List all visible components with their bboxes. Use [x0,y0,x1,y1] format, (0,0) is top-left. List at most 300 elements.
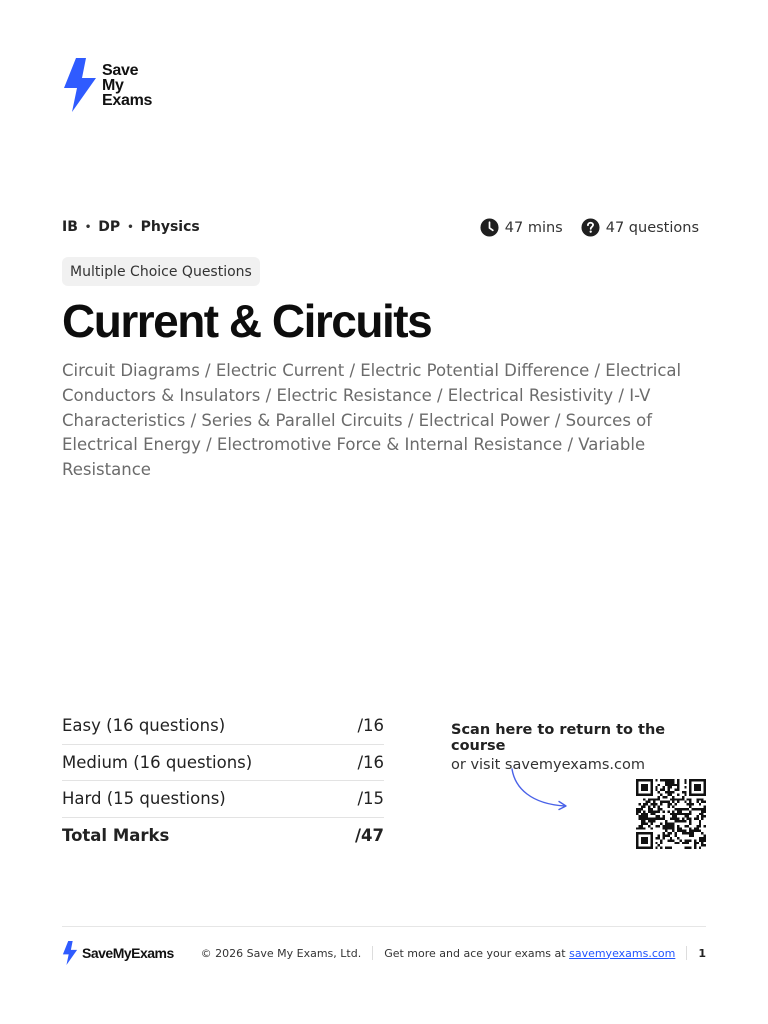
question-circle-icon [581,218,600,237]
qr-module [684,825,686,827]
qr-module [648,818,650,820]
qr-module [658,784,660,786]
questions-info [581,218,699,237]
qr-module [677,813,679,815]
qr-module [658,825,660,827]
lightning-bolt-icon [62,58,98,112]
qr-module [689,806,691,808]
qr-module [636,808,638,810]
qr-module [667,810,669,812]
question-type-chip: Multiple Choice Questions [62,257,260,286]
qr-module [636,789,638,791]
qr-module [675,820,677,822]
qr-module [643,847,645,849]
qr-module [655,825,657,827]
breadcrumb-item-subject: Physics [140,219,200,235]
qr-module [667,779,669,781]
qr-module [704,825,706,827]
qr-module [675,818,677,820]
qr-module [646,779,648,781]
qr-module [689,801,691,803]
qr-module [682,808,684,810]
qr-module [648,820,650,822]
qr-module [699,839,701,841]
scan-title: Scan here to return to the course [451,722,666,754]
footer-brand-logo[interactable] [62,941,174,965]
page-number: 1 [698,946,706,960]
qr-module [665,830,667,832]
qr-module [689,822,691,824]
qr-module [650,839,652,841]
qr-module [677,810,679,812]
qr-module [670,825,672,827]
qr-module [665,784,667,786]
marks-row-total [62,818,384,855]
qr-module [665,835,667,837]
qr-module [663,825,665,827]
qr-module [641,813,643,815]
qr-module [638,815,640,817]
qr-module [648,793,650,795]
qr-module [689,839,691,841]
page-title: Current & Circuits [62,295,432,347]
qr-module [672,784,674,786]
qr-module [704,789,706,791]
qr-module [646,818,648,820]
brand-line-1: Save [102,61,139,79]
qr-module [672,830,674,832]
qr-module [704,793,706,795]
qr-module [684,801,686,803]
qr-module [660,839,662,841]
qr-module [650,781,652,783]
total-marks-label: Total Marks [62,826,170,846]
qr-module [641,832,643,834]
qr-module [694,847,696,849]
qr-module [704,779,706,781]
qr-module [658,808,660,810]
qr-module [704,781,706,783]
qr-module [641,820,643,822]
qr-module [643,822,645,824]
qr-module [650,827,652,829]
qr-module [636,784,638,786]
qr-module [646,784,648,786]
qr-module [689,798,691,800]
qr-module [643,786,645,788]
qr-module [653,820,655,822]
qr-code[interactable] [634,779,708,849]
brand-logo[interactable] [62,58,152,112]
qr-module [636,844,638,846]
qr-module [658,791,660,793]
qr-module [641,822,643,824]
qr-module [672,818,674,820]
qr-module [701,815,703,817]
qr-module [687,798,689,800]
qr-module [636,835,638,837]
qr-module [665,791,667,793]
qr-module [658,815,660,817]
qr-module [694,784,696,786]
qr-module [684,791,686,793]
qr-module [660,803,662,805]
qr-module [663,837,665,839]
qr-module [670,793,672,795]
qr-module [650,789,652,791]
qr-module [682,796,684,798]
qr-module [679,813,681,815]
qr-module [692,803,694,805]
qr-module [677,825,679,827]
qr-module [682,798,684,800]
qr-module [672,779,674,781]
qr-module [682,818,684,820]
paper-meta [462,218,699,237]
qr-module [648,806,650,808]
qr-module [650,847,652,849]
qr-module [636,832,638,834]
qr-module [643,803,645,805]
qr-module [677,837,679,839]
qr-module [677,784,679,786]
qr-module [694,793,696,795]
qr-module [704,815,706,817]
qr-module [636,810,638,812]
qr-module [650,803,652,805]
qr-module [701,808,703,810]
qr-module [641,789,643,791]
marks-row-easy [62,708,384,745]
breadcrumb [62,219,200,235]
qr-module [684,847,686,849]
qr-module [699,813,701,815]
qr-module [687,825,689,827]
qr-module [696,842,698,844]
qr-module [650,798,652,800]
qr-module [682,832,684,834]
qr-module [704,786,706,788]
qr-module [692,830,694,832]
qr-module [667,781,669,783]
marks-row-label: Hard (15 questions) [62,789,226,809]
qr-module [670,813,672,815]
qr-module [670,803,672,805]
qr-module [689,830,691,832]
qr-module [692,835,694,837]
qr-module [650,786,652,788]
qr-module [641,837,643,839]
qr-module [646,801,648,803]
qr-module [643,784,645,786]
qr-module [694,844,696,846]
marks-row-value: /15 [357,789,384,809]
qr-module [641,815,643,817]
qr-module [687,842,689,844]
qr-module [696,825,698,827]
qr-module [663,835,665,837]
qr-module [704,801,706,803]
qr-module [696,798,698,800]
qr-module [643,839,645,841]
qr-module [643,837,645,839]
qr-module [694,839,696,841]
qr-module [689,813,691,815]
qr-module [699,825,701,827]
qr-module [655,798,657,800]
qr-module [643,798,645,800]
qr-module [667,827,669,829]
qr-module [696,830,698,832]
qr-module [684,830,686,832]
qr-module [689,820,691,822]
qr-module [679,830,681,832]
qr-module [696,793,698,795]
qr-module [689,791,691,793]
qr-module [663,786,665,788]
qr-module [638,818,640,820]
qr-module [653,813,655,815]
breadcrumb-item-level: DP [98,219,121,235]
qr-module [689,847,691,849]
qr-module [679,810,681,812]
qr-module [643,832,645,834]
qr-module [699,830,701,832]
breadcrumb-separator: • [127,221,134,233]
qr-module [670,784,672,786]
qr-module [684,793,686,795]
qr-module [692,793,694,795]
qr-module [699,798,701,800]
qr-module [636,839,638,841]
qr-module [663,796,665,798]
qr-module [665,801,667,803]
qr-module [672,796,674,798]
qr-module [704,835,706,837]
qr-module [677,808,679,810]
brand-line-3: Exams [102,91,153,109]
topics-list: Circuit Diagrams / Electric Current / Electric Potential Difference / Electrical Conductors & Insulators / Electric Resistance / Electrical Resistivity / I-V Characteristics / Series & Parallel Circuits / Electrical Power / Sources of Electrical Energy / Electromotive Force & Internal Resistance / Variable Resistance [62,361,682,480]
qr-module [646,789,648,791]
qr-module [648,825,650,827]
qr-module [646,803,648,805]
qr-module [650,842,652,844]
qr-module [646,786,648,788]
qr-module [694,779,696,781]
qr-module [638,793,640,795]
scan-section [451,722,711,773]
qr-module [643,827,645,829]
qr-module [650,818,652,820]
qr-module [672,798,674,800]
qr-module [643,813,645,815]
qr-module [675,842,677,844]
qr-module [667,835,669,837]
qr-module [675,798,677,800]
qr-module [704,839,706,841]
time-info [480,218,563,237]
qr-module [646,815,648,817]
qr-module [699,803,701,805]
qr-module [641,793,643,795]
qr-module [679,820,681,822]
qr-module [648,832,650,834]
qr-module [650,779,652,781]
qr-module [696,815,698,817]
qr-module [679,798,681,800]
qr-module [641,784,643,786]
qr-module [636,779,638,781]
total-marks-value: /47 [355,826,384,846]
qr-module [672,822,674,824]
qr-module [684,832,686,834]
qr-module [677,779,679,781]
qr-module [701,801,703,803]
qr-module [665,827,667,829]
qr-module [684,808,686,810]
qr-module [663,810,665,812]
qr-module [655,786,657,788]
qr-module [667,822,669,824]
qr-module [650,822,652,824]
qr-module [643,818,645,820]
qr-module [641,779,643,781]
qr-module [701,779,703,781]
qr-module [696,801,698,803]
qr-module [672,781,674,783]
qr-module [675,789,677,791]
qr-module [646,842,648,844]
qr-module [687,803,689,805]
qr-module [689,827,691,829]
qr-module [636,781,638,783]
qr-module [684,820,686,822]
qr-module [641,818,643,820]
qr-module [670,818,672,820]
qr-module [675,815,677,817]
qr-module [677,781,679,783]
footer-brand-name: SaveMyExams [82,945,174,961]
qr-module [672,839,674,841]
qr-module [643,810,645,812]
qr-module [667,847,669,849]
footer-website-link[interactable]: savemyexams.com [569,946,676,960]
qr-module [636,793,638,795]
footer-cta-text: Get more and ace your exams at [384,946,566,960]
qr-module [692,808,694,810]
qr-module [646,813,648,815]
qr-module [643,793,645,795]
qr-module [677,830,679,832]
qr-module [672,791,674,793]
qr-module [646,832,648,834]
qr-module [638,847,640,849]
qr-module [665,781,667,783]
qr-module [677,818,679,820]
curved-arrow-icon [507,766,573,814]
qr-module [646,839,648,841]
qr-module [670,847,672,849]
qr-module [704,784,706,786]
qr-module [648,847,650,849]
breadcrumb-separator: • [84,221,92,233]
footer-separator [686,946,687,960]
qr-module [655,810,657,812]
qr-module [679,827,681,829]
qr-module [658,796,660,798]
qr-module [687,818,689,820]
qr-module [689,793,691,795]
qr-module [658,806,660,808]
qr-module [658,837,660,839]
qr-module [638,808,640,810]
qr-module [665,825,667,827]
marks-row-value: /16 [357,752,384,772]
qr-module [643,789,645,791]
qr-module [646,793,648,795]
qr-module [701,832,703,834]
qr-module [687,815,689,817]
qr-module [650,791,652,793]
qr-module [663,827,665,829]
qr-module [660,793,662,795]
qr-module [701,813,703,815]
qr-module [689,784,691,786]
qr-module [670,779,672,781]
marks-row-label: Easy (16 questions) [62,716,226,736]
qr-module [653,798,655,800]
qr-module [699,786,701,788]
scan-subtitle: or visit savemyexams.com [451,757,645,773]
qr-module [696,779,698,781]
qr-module [672,801,674,803]
qr-module [694,818,696,820]
qr-module [636,837,638,839]
qr-module [682,830,684,832]
qr-module [672,825,674,827]
qr-module [677,798,679,800]
qr-module [689,810,691,812]
qr-module [646,837,648,839]
qr-module [667,791,669,793]
qr-module [650,784,652,786]
qr-module [638,832,640,834]
footer-separator [372,946,373,960]
qr-module [677,827,679,829]
qr-module [650,844,652,846]
marks-row-value: /16 [357,716,384,736]
qr-module [694,830,696,832]
qr-module [672,810,674,812]
clock-icon [480,218,499,237]
qr-module [694,808,696,810]
qr-module [689,803,691,805]
qr-module [689,779,691,781]
qr-module [667,806,669,808]
qr-module [682,791,684,793]
qr-module [650,820,652,822]
qr-module [665,796,667,798]
qr-module [692,779,694,781]
qr-module [677,842,679,844]
qr-module [694,842,696,844]
qr-module [675,784,677,786]
qr-module [679,839,681,841]
qr-module [696,784,698,786]
qr-module [636,847,638,849]
qr-module [660,822,662,824]
qr-module [641,847,643,849]
